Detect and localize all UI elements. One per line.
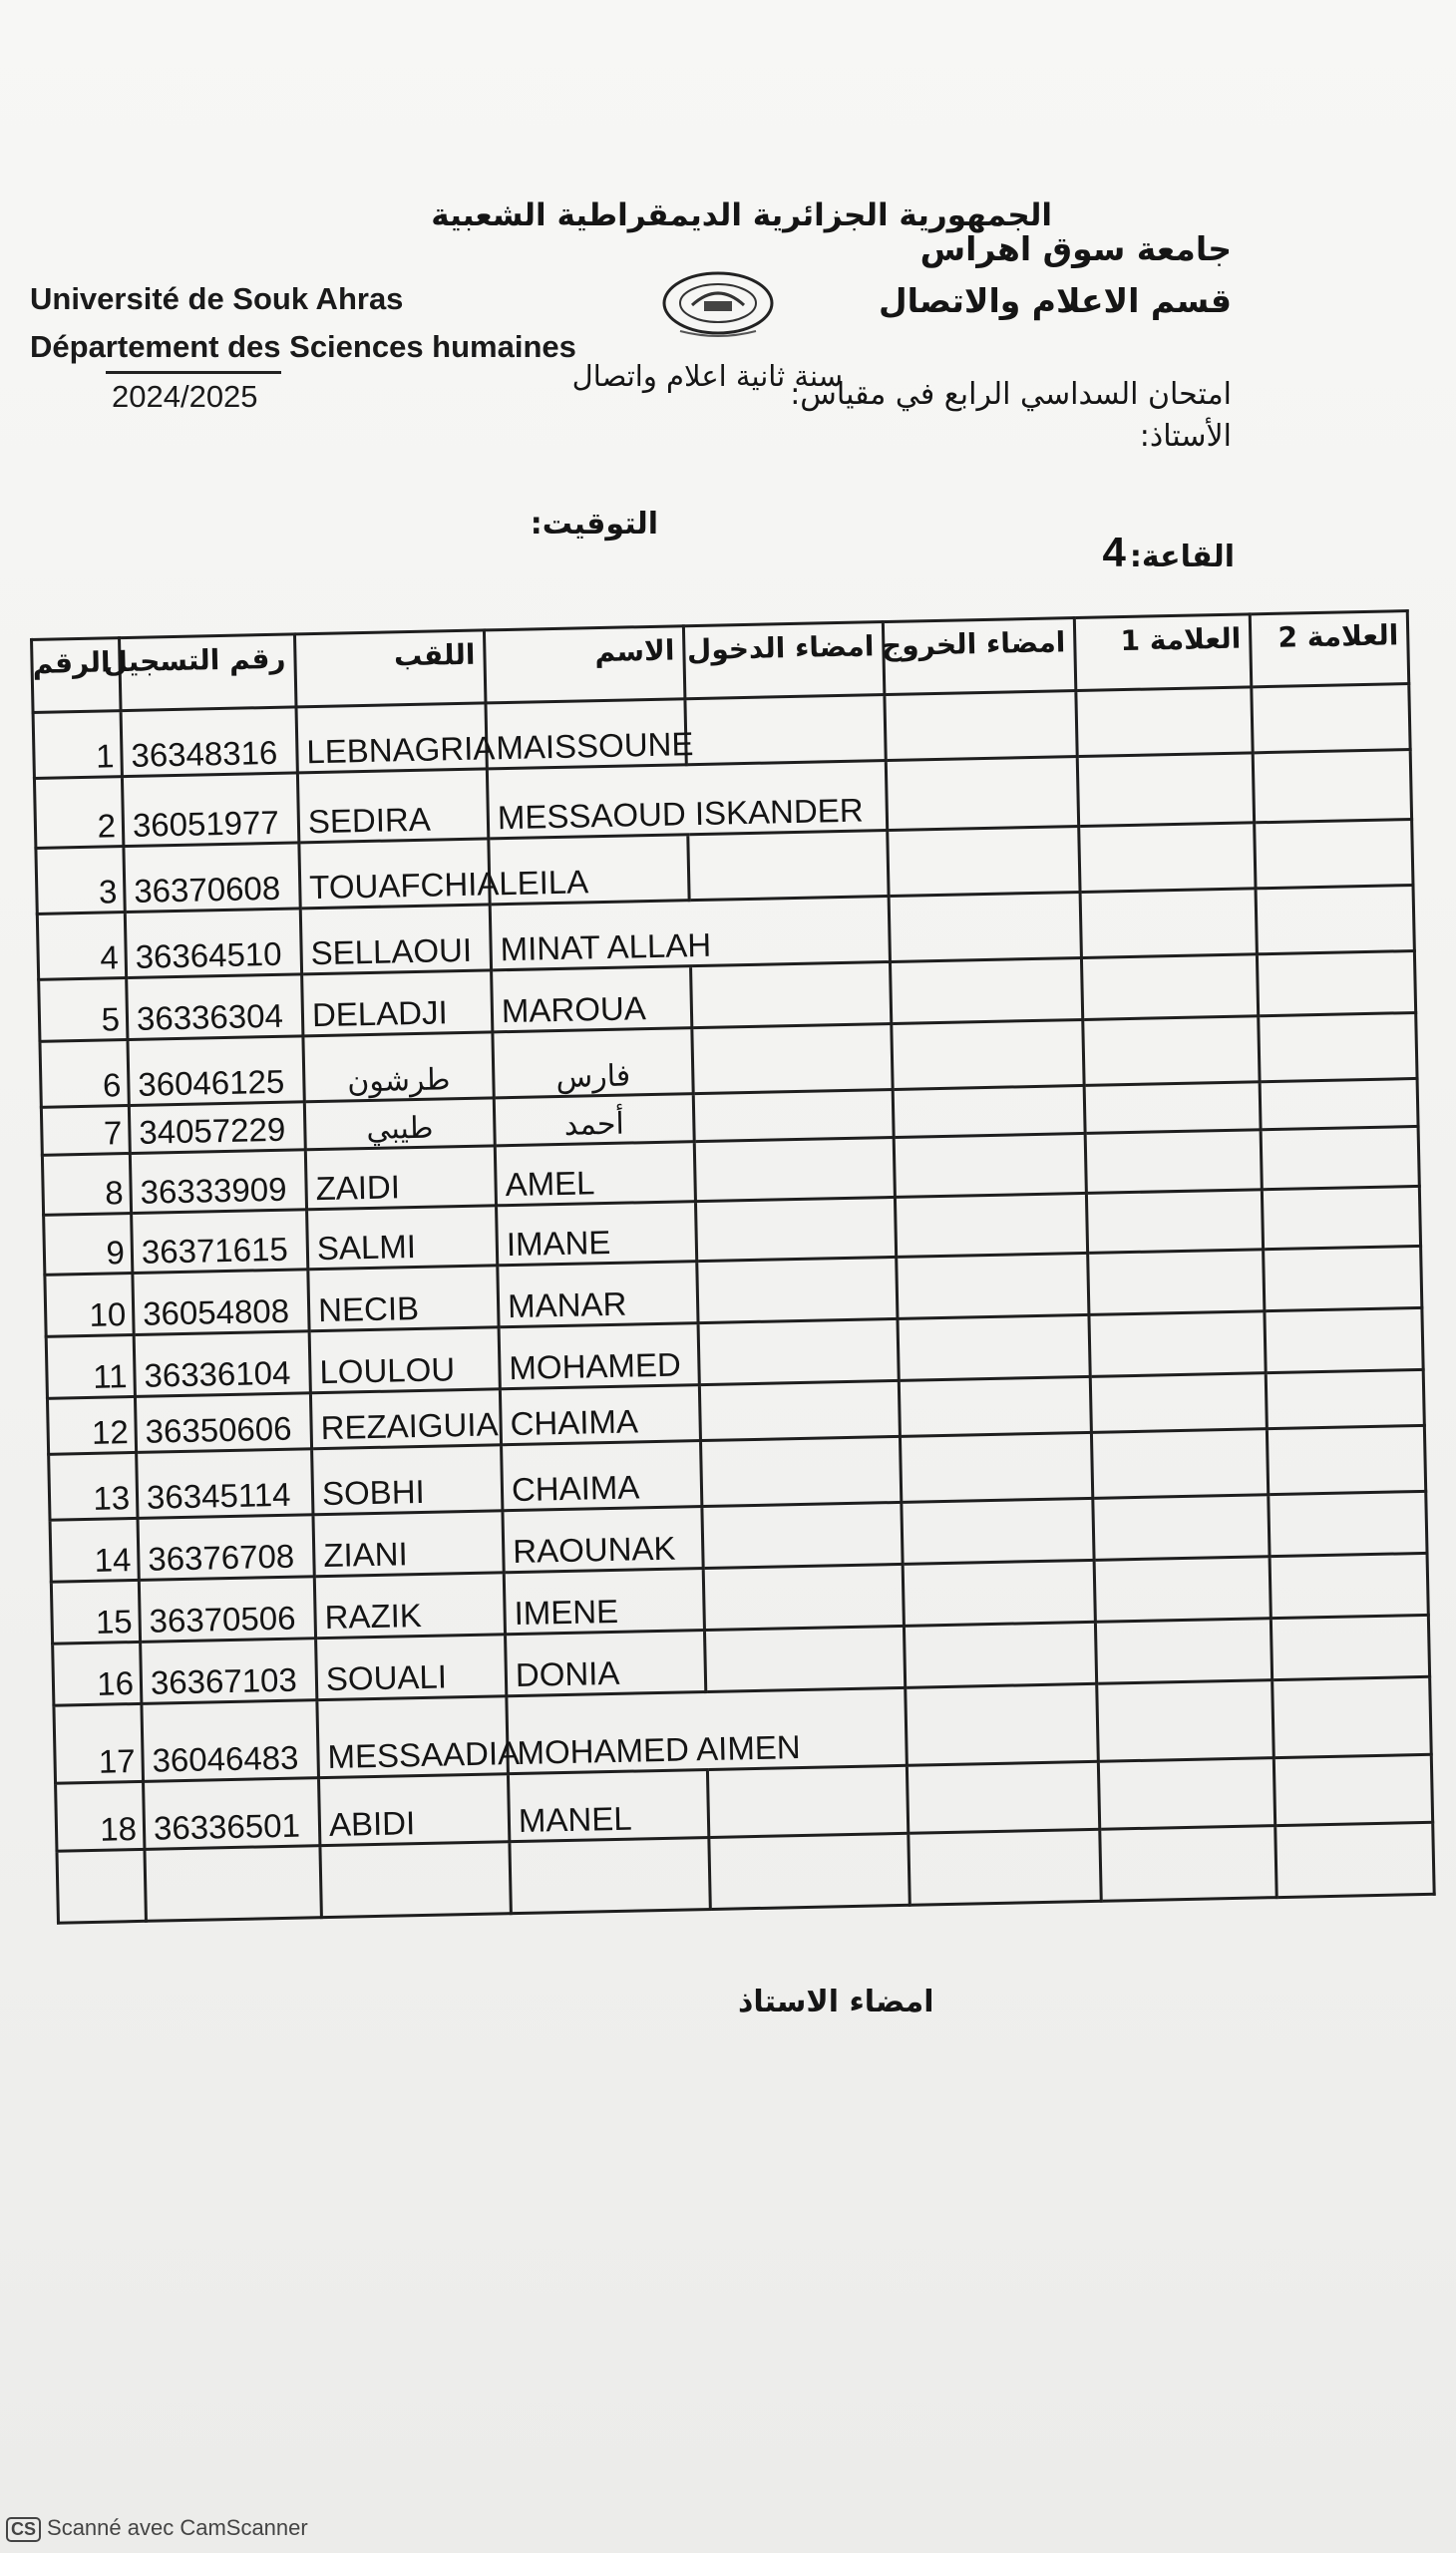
row-number: 4 (37, 912, 126, 980)
empty-cell[interactable] (1100, 1826, 1276, 1902)
entry-signature-cell[interactable] (691, 962, 892, 1028)
registration-id: 36350606 (135, 1393, 311, 1453)
registration-id: 36345114 (137, 1449, 313, 1519)
first-name: DONIA (506, 1631, 706, 1696)
attendance-table (30, 609, 1436, 1925)
row-number: 17 (54, 1703, 144, 1783)
last-name: MESSAADIA (317, 1696, 509, 1778)
registration-id: 36046483 (142, 1700, 319, 1782)
exit-signature-cell[interactable] (906, 1683, 1099, 1765)
exit-signature-cell[interactable] (899, 1376, 1091, 1436)
grade-2-cell[interactable] (1274, 1754, 1432, 1825)
entry-signature-cell[interactable] (693, 1089, 894, 1141)
grade-1-cell[interactable] (1088, 1250, 1265, 1315)
grade-2-cell[interactable] (1267, 1425, 1425, 1494)
row-number: 9 (44, 1213, 133, 1275)
grade-1-cell[interactable] (1097, 1680, 1274, 1762)
empty-cell[interactable] (510, 1838, 710, 1914)
room-label (1103, 529, 1235, 576)
grade-1-cell[interactable] (1090, 1373, 1267, 1433)
row-number: 10 (45, 1273, 134, 1336)
university-name-fr: Université de Souk Ahras (30, 281, 404, 316)
department-name-ar: قسم الاعلام والاتصال (878, 281, 1232, 320)
last-name: ZIANI (313, 1511, 504, 1577)
first-name: MESSAOUD ISKANDER (487, 765, 687, 839)
entry-signature-cell[interactable] (685, 695, 886, 765)
first-name: AMEL (495, 1142, 695, 1206)
republic-title-ar: الجمهورية الجزائرية الديمقراطية الشعبية (431, 197, 1052, 233)
registration-id: 36367103 (141, 1639, 317, 1704)
registration-id: 36371615 (132, 1210, 308, 1274)
entry-signature-cell[interactable] (694, 1137, 895, 1201)
row-number: 7 (41, 1106, 130, 1156)
entry-signature-cell[interactable] (688, 831, 889, 901)
col-header-grade-2: العلامة 2 (1250, 611, 1408, 687)
grade-2-cell[interactable] (1273, 1676, 1432, 1757)
exam-title-ar: امتحان السداسي الرابع في مقياس: (790, 377, 1232, 412)
grade-1-cell[interactable] (1077, 753, 1254, 827)
grade-2-cell[interactable] (1270, 1553, 1428, 1618)
last-name: DELADJI (302, 970, 493, 1036)
last-name: NECIB (308, 1266, 499, 1331)
empty-cell[interactable] (1275, 1822, 1434, 1897)
exit-signature-cell[interactable] (902, 1498, 1094, 1564)
empty-cell[interactable] (57, 1849, 146, 1923)
room-number: 4 (1102, 529, 1126, 575)
row-number: 1 (33, 711, 122, 779)
entry-signature-cell[interactable] (689, 897, 890, 966)
entry-signature-cell[interactable] (698, 1318, 899, 1384)
grade-1-cell[interactable] (1076, 687, 1253, 757)
last-name: RAZIK (314, 1573, 505, 1639)
registration-id: 36364510 (125, 909, 301, 978)
first-name: LEILA (489, 835, 689, 905)
row-number: 8 (42, 1154, 131, 1216)
registration-id: 36051977 (122, 773, 298, 847)
last-name: SOUALI (316, 1635, 507, 1700)
first-name: IMENE (504, 1569, 704, 1635)
grade-1-cell[interactable] (1086, 1190, 1263, 1254)
exit-signature-cell[interactable] (886, 757, 1078, 831)
entry-signature-cell[interactable] (707, 1765, 908, 1837)
entry-signature-cell[interactable] (697, 1257, 898, 1322)
empty-cell[interactable] (909, 1829, 1101, 1905)
last-name: SALMI (307, 1206, 498, 1270)
row-number: 6 (40, 1040, 129, 1108)
registration-id: 36333909 (130, 1150, 306, 1214)
col-header-exit-signature: امضاء الخروج (883, 618, 1075, 695)
grade-1-cell[interactable] (1091, 1429, 1268, 1499)
registration-id: 36376708 (138, 1515, 314, 1581)
registration-id: 36336304 (127, 974, 303, 1040)
entry-signature-cell[interactable] (692, 1023, 893, 1093)
first-name: MAROUA (492, 966, 692, 1032)
first-name: MOHAMED AIMEN (507, 1692, 708, 1774)
exit-signature-cell[interactable] (890, 957, 1082, 1023)
exit-signature-cell[interactable] (892, 1019, 1084, 1089)
grade-1-cell[interactable] (1095, 1619, 1272, 1684)
row-number: 5 (39, 978, 128, 1042)
attendance-table-wrapper (30, 609, 1434, 1975)
grade-2-cell[interactable] (1256, 886, 1414, 954)
first-name: MANAR (498, 1262, 698, 1327)
first-name: MOHAMED (499, 1323, 699, 1389)
time-label-ar: التوقيت: (530, 507, 658, 542)
professor-signature-label: امضاء الاستاذ (738, 1985, 934, 2019)
last-name: LOULOU (309, 1327, 500, 1393)
university-seal-icon (658, 261, 778, 341)
grade-1-cell[interactable] (1080, 889, 1257, 958)
grade-1-cell[interactable] (1094, 1557, 1271, 1623)
room-label-ar: القاعة: (1129, 540, 1235, 574)
col-header-lastname: اللقب (294, 630, 485, 707)
registration-id: 36348316 (121, 707, 297, 777)
grade-2-cell[interactable] (1261, 1126, 1419, 1189)
grade-2-cell[interactable] (1271, 1615, 1429, 1679)
grade-2-cell[interactable] (1264, 1246, 1422, 1310)
grade-2-cell[interactable] (1262, 1186, 1420, 1249)
registration-id: 34057229 (129, 1102, 305, 1154)
entry-signature-cell[interactable] (695, 1197, 896, 1261)
registration-id: 36336501 (144, 1778, 320, 1850)
first-name: MINAT ALLAH (490, 901, 690, 970)
exit-signature-cell[interactable] (893, 1085, 1085, 1137)
exit-signature-cell[interactable] (885, 691, 1077, 761)
entry-signature-cell[interactable] (702, 1502, 903, 1568)
first-name: فارس (493, 1028, 693, 1098)
last-name: LEBNAGRIA (296, 703, 487, 773)
exit-signature-cell[interactable] (903, 1560, 1095, 1626)
empty-cell[interactable] (709, 1833, 910, 1909)
last-name: TOUAFCHIA (299, 839, 490, 909)
first-name: MANEL (508, 1770, 708, 1842)
grade-2-cell[interactable] (1252, 684, 1410, 753)
empty-cell[interactable] (145, 1846, 321, 1922)
last-name: SELLAOUI (300, 905, 491, 974)
grade-1-cell[interactable] (1081, 954, 1258, 1020)
camscanner-text: Scanné avec CamScanner (47, 2515, 308, 2540)
academic-year: 2024/2025 (112, 379, 258, 414)
first-name: أحمد (494, 1094, 694, 1146)
exit-signature-cell[interactable] (900, 1432, 1092, 1502)
professor-label-ar: الأستاذ: (1139, 419, 1232, 454)
grade-2-cell[interactable] (1253, 750, 1411, 823)
row-number: 14 (50, 1518, 139, 1582)
grade-1-cell[interactable] (1089, 1311, 1266, 1377)
row-number: 2 (34, 777, 123, 849)
row-number: 15 (51, 1580, 140, 1643)
row-number: 13 (49, 1452, 138, 1520)
row-number: 3 (36, 847, 125, 914)
grade-1-cell[interactable] (1083, 1016, 1260, 1086)
camscanner-watermark (6, 2515, 308, 2542)
row-number: 16 (53, 1641, 142, 1705)
first-name: RAOUNAK (503, 1507, 703, 1573)
last-name: REZAIGUIA (310, 1389, 501, 1449)
last-name: SEDIRA (297, 769, 488, 843)
registration-id: 36336104 (134, 1331, 310, 1397)
exit-signature-cell[interactable] (894, 1133, 1086, 1197)
first-name: CHAIMA (500, 1385, 700, 1445)
row-number: 12 (47, 1396, 136, 1454)
camscanner-logo-icon: CS (6, 2517, 41, 2542)
col-header-registration: رقم التسجيل (120, 634, 296, 711)
grade-1-cell[interactable] (1098, 1758, 1274, 1830)
grade-2-cell[interactable] (1259, 1012, 1417, 1081)
registration-id: 36370608 (124, 843, 300, 912)
col-header-entry-signature: امضاء الدخول (683, 622, 884, 699)
first-name: IMANE (497, 1202, 697, 1266)
grade-1-cell[interactable] (1084, 1082, 1261, 1134)
entry-signature-cell[interactable] (699, 1380, 900, 1440)
col-header-firstname: الاسم (484, 626, 684, 703)
grade-1-cell[interactable] (1079, 823, 1256, 893)
grade-2-cell[interactable] (1257, 950, 1415, 1015)
exit-signature-cell[interactable] (907, 1761, 1099, 1833)
grade-2-cell[interactable] (1269, 1491, 1427, 1556)
entry-signature-cell[interactable] (704, 1626, 905, 1691)
last-name: طيبي (304, 1098, 495, 1150)
grade-2-cell[interactable] (1255, 820, 1413, 889)
exit-signature-cell[interactable] (897, 1253, 1089, 1318)
exit-signature-cell[interactable] (898, 1314, 1090, 1380)
entry-signature-cell[interactable] (703, 1564, 904, 1630)
empty-cell[interactable] (320, 1842, 511, 1918)
entry-signature-cell[interactable] (700, 1436, 901, 1506)
registration-id: 36370506 (139, 1577, 315, 1642)
underline (106, 371, 281, 374)
exit-signature-cell[interactable] (895, 1193, 1087, 1257)
university-name-ar: جامعة سوق اهراس (919, 229, 1232, 268)
last-name: طرشون (303, 1032, 494, 1102)
grade-1-cell[interactable] (1093, 1495, 1270, 1561)
last-name: SOBHI (312, 1445, 503, 1515)
grade-2-cell[interactable] (1265, 1307, 1423, 1372)
grade-2-cell[interactable] (1260, 1078, 1418, 1129)
row-number: 11 (46, 1334, 135, 1398)
col-header-grade-1: العلامة 1 (1074, 614, 1251, 691)
level-ar: سنة ثانية اعلام واتصال (571, 359, 843, 393)
col-header-number: الرقم (32, 638, 122, 713)
grade-2-cell[interactable] (1266, 1369, 1424, 1428)
last-name: ZAIDI (305, 1146, 496, 1210)
exit-signature-cell[interactable] (889, 893, 1081, 962)
row-number: 18 (56, 1781, 145, 1851)
exit-signature-cell[interactable] (888, 827, 1080, 897)
department-name-fr: Département des Sciences humaines (30, 329, 576, 364)
registration-id: 36054808 (133, 1270, 309, 1335)
first-name: MAISSOUNE (486, 699, 686, 769)
first-name: CHAIMA (502, 1441, 702, 1511)
grade-1-cell[interactable] (1085, 1130, 1262, 1194)
last-name: ABIDI (318, 1774, 509, 1846)
registration-id: 36046125 (128, 1036, 304, 1106)
exit-signature-cell[interactable] (904, 1622, 1096, 1687)
